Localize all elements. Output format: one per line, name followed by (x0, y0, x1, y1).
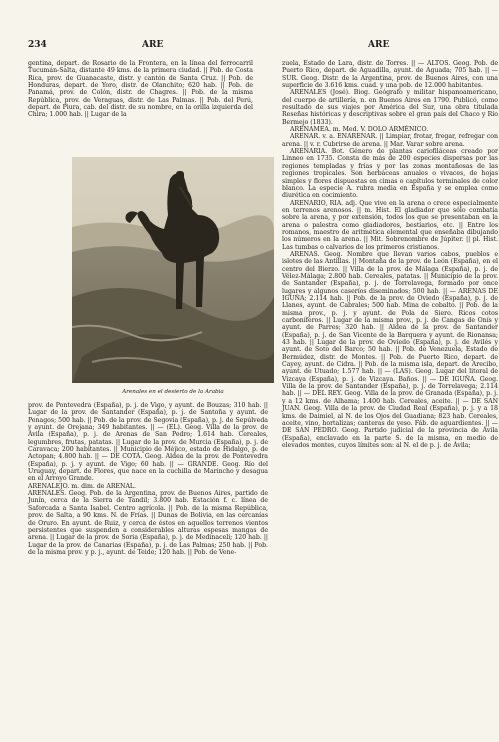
entry-arenaria: ARENARIA. Bot. Género de plantas cariofiláceas creado por Linneo en 1735. Consta de más de 200 especies dispersas por las regiones templadas y frías y por las zonas montañosas de las regiones tropicales. Son herbáceas anuales o vivaces, de hojas simples y flores dispuestas en cimas o capítulos terminales de color blanco. La especie A. rubra media en España y se emplea como diurética en cocimiento. (282, 148, 498, 200)
running-head-right: ARE (368, 40, 390, 50)
entry-arenalejo: ARENALEJO. m. dim. de ARENAL. (28, 482, 137, 490)
page-number: 234 (28, 40, 47, 50)
entry-arenas: ARENAS. Geog. Nombre que llevan varios cabos, pueblos e islotes de las Antillas. || Montaña de la prov. de León (España), en el centro del Bierzo. || Villa de la prov. de Málaga (España), p. j. de Vélez-Málaga; 2.800 hab. Cereales, patatas. || Municipio de la prov. de Santander (España), p. j. de Torrelavega, formado por once lugares y algunos caseríos diseminados; 500 hab. || — ARENAS DE IGUÑA; 2.114 hab. || Pob. de la prov. de Oviedo (España), p. j. de Llanes, ayunt. de Cabrales; 500 hab. Mina de cobalto. || Pob. de la misma prov., p. j. y ayunt. de Pola de Siero. Ricos cotos carboníferos. || Lugar de la misma prov., p. j. de Cangas de Onís y ayunt. de Parres; 320 hab. || Aldea de la prov. de Santander (España), p. j. de San Vicente de la Barquera y ayunt. de Rionansa; 43 hab. || Lugar de la prov. de Oviedo (España), p. j. de Avilés y ayunt. de Soto del Barco; 50 hab. || Pob. de Venezuela, Estado de Bermúdez, distr. de Montes. || Pob. de Puerto Rico, depart. de Cayey, ayunt. de Cidra. || Pob. de la misma isla, depart. de Arecibo, ayunt. de Utuado; 1.577 hab. || — (LAS). Geog. Lugar del litoral de Vizcaya (España), p. j. de Vizcaya. Baños. || — DE IGUÑA. Geog. Villa de la prov. de Santander (España), p. j. de Torrelavega; 2.114 hab. || — DEL REY. Geog. Villa de la prov. de Granada (España), p. j. y a 12 kms. de Alhama; 1.400 hab. Cereales, aceite. || — DE SAN JUAN. Geog. Villa de la prov. de Ciudad Real (España), p. j. y a 18 kms. de Daimiel, al N. de los Ojos del Guadiana; 823 hab. Cereales, aceite, vino, hortalizas; canteras de yeso. Fáb. de aguardientes. || — DE SAN PEDRO. Geog. Partido judicial de la provincia de Ávila (España), enclavado en la parte S. de la misma, en medio de elevados montes, cuyos límites son: al N. el de p. j. de Ávila; (282, 250, 498, 449)
entry-arenales: ARENALES. Geog. Pob. de la Argentina, prov. de Buenos Aires, partido de Junín, cerca de la Sierra de Tandil; 3.800 hab. Estación f. c. línea de Saforcada a Santa Isabel. Centro agrícola. || Pob. de la misma República, prov. de Salta, a 90 kms. N. de Frías. || Dunas de Bolivia, en las cercanías de Oruro. En ayunt. de Ruiz, y cerca de éstos en aquellos terrenos vientos persistentes que suspenden a considerables alturas espesas mangas de arena. || Lugar de la prov. de Soria (España), p. j. de Medinaceli; 120 hab. || Lugar de la prov. de Canarias (España), p. j. de Las Palmas; 250 hab. || Pob. de la misma prov. y p. j., ayunt. de Teide; 120 hab. || Pob. de Vene- (28, 490, 268, 556)
left-column-upper (28, 60, 253, 119)
entry-arenamea: ARENAMEA. m. Med. V. DOLO ARMÉNICO. (290, 126, 429, 134)
page-header (28, 40, 468, 54)
entry-arenario: ARENARIO, RIA. adj. Que vive en la arena o crece especialmente en terrenos arenosos. || m. Hist. El gladiador que sólo combatía sobre la arena, y por extensión, todos los que se presentaban en la arena o palestra como gladiadores, bestiarios, etc. || Entre los romanos, maestro de aritmética elemental que enseñaba dibujando los números en la arena. || Mit. Sobrenombre de Júpiter. || pl. Hist. Las tumbas o calvarios de los primeros cristianos. (282, 199, 498, 251)
entry-text: zuela, Estado de Lara, distr. de Torres. || — ALTOS. Geog. Pob. de Puerto Rico, depart. de Aguadilla, ayunt. de Aguada; 705 hab. || — SUR. Geog. Distr. de la Argentina, prov. de Buenos Aires, con una superficie de 3.616 kms. cuad. y una pob. de 12.000 habitantes. (282, 60, 498, 90)
desert-photo (72, 157, 274, 383)
entry-arenales-jose: ARENALES (José). Biog. Geógrafo y militar hispanoamericano, del cuerpo de artillería, n. en Buenos Aires en 1790. Publicó, como resultado de sus viajes por América del Sur, una obra titulada Reseñas históricas y descriptivas sobre el gran país del Chaco y Río Bermejo (1833). (282, 89, 498, 126)
entry-arenar: ARENAR. v. a. ENARENAR. || Limpiar, frotar, fregar, refregar con arena. || v. r. Cubrirse de arena. || Mar. Varar sobre arena. (282, 133, 498, 148)
entry-text: prov. de Pontevedra (España), p. j. de Vigo, y ayunt. de Bouzas; 310 hab. || Lugar de la prov. de Santander (España), p. j. de Santoña y ayunt. de Penagos; 500 hab. || Pob. de la prov. de Segovia (España), p. j. de Sepúlveda y ayunt. de Orejana; 349 habitantes. || — (EL). Geog. Villa de la prov. de Ávila (España), p. j. de Arenas de San Pedro; 1.614 hab. Cereales, legumbres, frutas, patatas. || Lugar de la prov. de Murcia (España), p. j. de Caravaca; 200 habitantes. || Municipio de Méjico, estado de Hidalgo, p. de Actopan; 4.800 hab. || — DE COTÁ. Geog. Aldea de la prov. de Pontevedra (España), p. j. y ayunt. de Vigo; 60 hab. || — GRANDE. Geog. Río del Uruguay, depart. de Flores, que nace en la cuchilla de Marincho y desagua en el Arroyo Grande. (28, 402, 268, 483)
right-column (282, 60, 498, 449)
left-column-lower (28, 402, 268, 556)
figure-caption: Arenales en el desierto de la Arabia (122, 389, 224, 395)
running-head-left: ARE (142, 40, 164, 50)
camel-rider-illustration (72, 157, 274, 383)
entry-text: gentina, depart. de Rosario de la Frontera, en la línea del ferrocarril Tucumán-Salta, distante 49 kms. de la primera ciudad. || Pob. de Costa Rica, prov. de Guanacaste, distr. y cantón de Santa Cruz. || Pob. de Honduras, depart. de Yoro, distr. de Olanchito; 620 hab. || Pob. de Panamá, prov. de Colón, distr. de Chagres. || Pob. de la misma República, prov. de Veraguas, distr. de Las Palmas. || Pob. del Perú, depart. de Piura, cab. del distr. de su nombre, en la orilla izquierda del Chira; 1.000 hab. || Lugar de la (28, 60, 253, 119)
